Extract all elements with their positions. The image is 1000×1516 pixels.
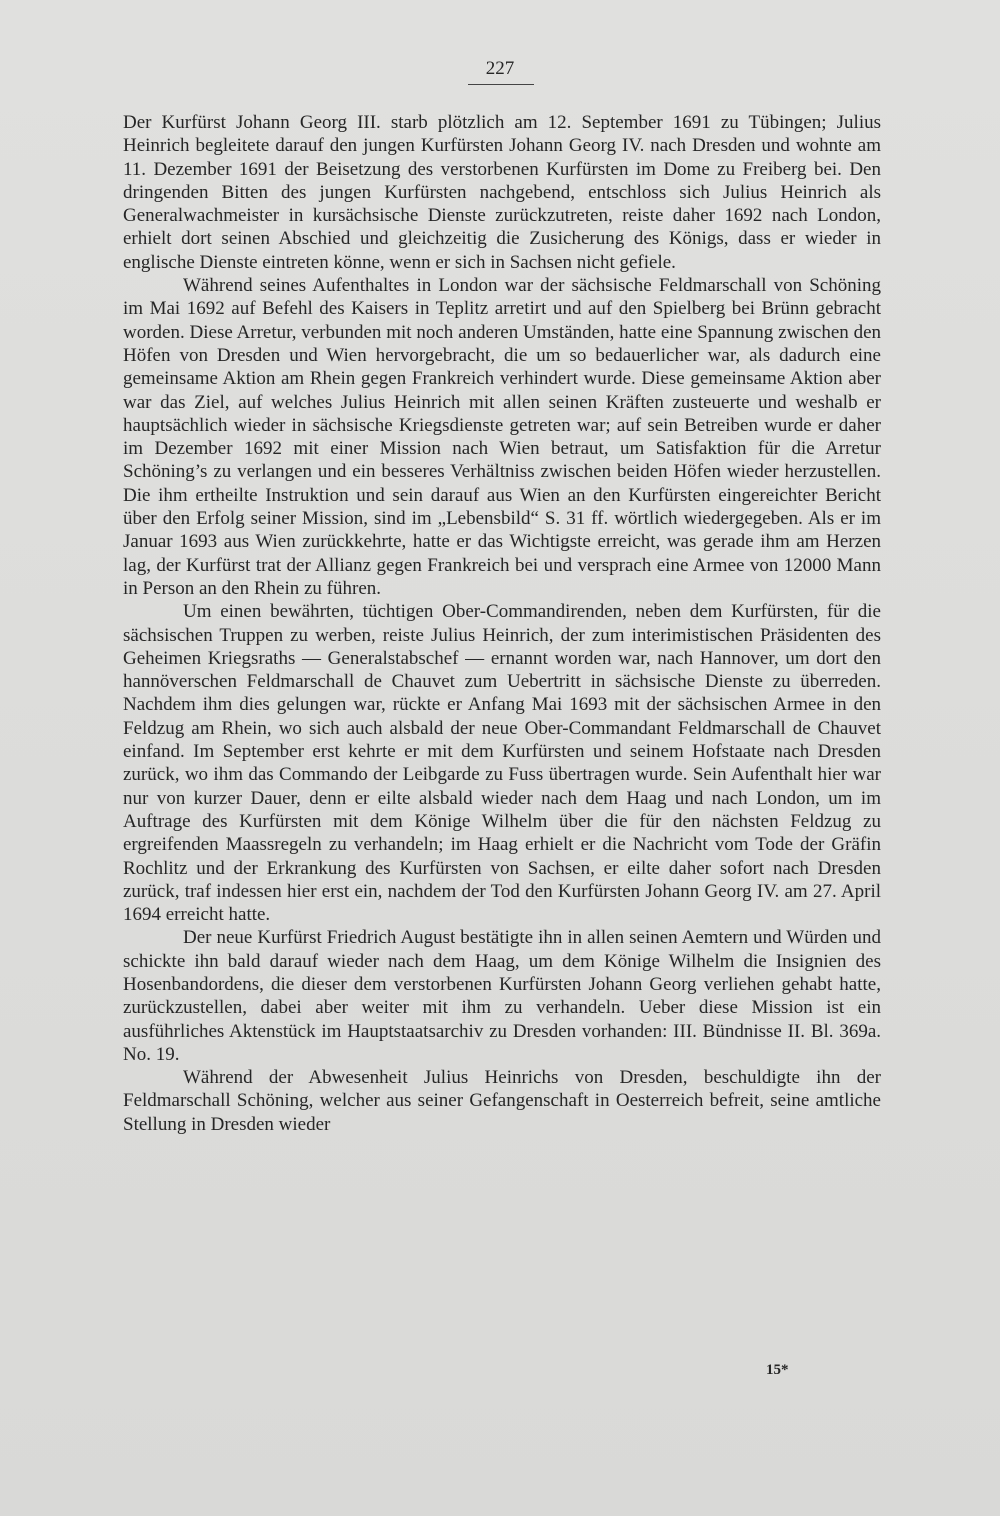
paragraph-2: Während seines Aufenthaltes in London war der sächsische Feldmarschall von Schöning im Mai 1692 auf Befehl des Kaisers in Teplitz arretirt und auf den Spielberg bei Brünn gebracht worden. Diese Arretur, verbunden mit noch anderen Umständen, hatte eine Spannung zwischen den Höfen von Dresden und Wien hervorgebracht, die um so bedauerlicher war, als dadurch eine gemeinsame Aktion am Rhein gegen Frankreich verhindert wurde. Diese gemeinsame Aktion aber war das Ziel, auf welches Julius Heinrich mit allen seinen Kräften zusteuerte und weshalb er hauptsächlich wieder in sächsische Kriegsdienste getreten war; auf sein Betreiben wurde er daher im Dezember 1692 mit einer Mission nach Wien betraut, um Satisfaktion für die Arretur Schöning’s zu verlangen und ein besseres Verhältniss zwischen beiden Höfen wieder herzustellen. Die ihm ertheilte Instruktion und sein darauf aus Wien an den Kurfürsten eingereichter Bericht über den Erfolg seiner Mission, sind im „Lebensbild“ S. 31 ff. wörtlich wiedergegeben. Als er im Januar 1693 aus Wien zurückkehrte, hatte er das Wichtigste erreicht, was gerade ihm am Herzen lag, der Kurfürst trat der Allianz gegen Frankreich bei und versprach eine Armee von 12000 Mann in Person an den Rhein zu führen. bbox=[123, 275, 881, 599]
signature-mark: 15* bbox=[766, 1362, 789, 1378]
paragraph-5: Während der Abwesenheit Julius Heinrichs von Dresden, beschuldigte ihn der Feldmarschall Schöning, welcher aus seiner Gefangenschaft in Oesterreich befreit, seine amtliche Stellung in Dresden wieder bbox=[123, 1067, 881, 1135]
page-number: 227 bbox=[485, 58, 515, 79]
paragraph-3: Um einen bewährten, tüchtigen Ober-Commandirenden, neben dem Kurfürsten, für die sächsischen Truppen zu werben, reiste Julius Heinrich, der zum interimistischen Präsidenten des Geheimen Kriegsraths — Generalstabschef — ernannt worden war, nach Hannover, um dort den hannöverschen Feldmarschall de Chauvet zum Uebertritt in sächsische Dienste zu überreden. Nachdem ihm dies gelungen war, rückte er Anfang Mai 1693 mit der sächsischen Armee in den Feldzug am Rhein, wo sich auch alsbald der neue Ober-Commandant Feldmarschall de Chauvet einfand. Im September erst kehrte er mit dem Kurfürsten und seinem Hofstaate nach Dresden zurück, wo ihm das Commando der Leibgarde zu Fuss übertragen wurde. Sein Aufenthalt hier war nur von kurzer Dauer, denn er eilte alsbald wieder nach dem Haag und nach London, um im Auftrage des Kurfürsten mit dem Könige Wilhelm über die für den nächsten Feldzug zu ergreifenden Maassregeln zu verhandeln; im Haag erhielt er die Nachricht vom Tode der Gräfin Rochlitz und der Erkrankung des Kurfürsten von Sachsen, er eilte daher sofort nach Dresden zurück, traf indessen hier erst ein, nachdem der Tod den Kurfürsten Johann Georg IV. am 27. April 1694 erreicht hatte. bbox=[123, 601, 881, 926]
body-text bbox=[123, 111, 881, 1136]
paragraph-1: Der Kurfürst Johann Georg III. starb plötzlich am 12. September 1691 zu Tübingen; Julius Heinrich begleitete darauf den jungen Kurfürsten Johann Georg IV. nach Dresden und wohnte am 11. Dezember 1691 der Beisetzung des verstorbenen Kurfürsten im Dome zu Freiberg bei. Den dringenden Bitten des jungen Kurfürsten nachgebend, entschloss sich Julius Heinrich als Generalwachmeister in kursächsische Dienste zurückzutreten, reiste daher 1692 nach London, erhielt dort seinen Abschied und gleichzeitig die Zusicherung des Königs, dass er wieder in englische Dienste eintreten könne, wenn er sich in Sachsen nicht gefiele. bbox=[123, 112, 881, 273]
paragraph-4: Der neue Kurfürst Friedrich August bestätigte ihn in allen seinen Aemtern und Würden und schickte ihn bald darauf wieder nach dem Haag, um dem Könige Wilhelm die Insignien des Hosenbandordens, die dieser dem verstorbenen Kurfürsten Johann Georg verliehen gehabt hatte, zurückzustellen, dabei aber weiter mit ihm zu verhandeln. Ueber diese Mission ist ein ausführliches Aktenstück im Hauptstaatsarchiv zu Dresden vorhanden: III. Bündnisse II. Bl. 369a. No. 19. bbox=[123, 927, 881, 1065]
page-number-rule bbox=[468, 84, 534, 85]
